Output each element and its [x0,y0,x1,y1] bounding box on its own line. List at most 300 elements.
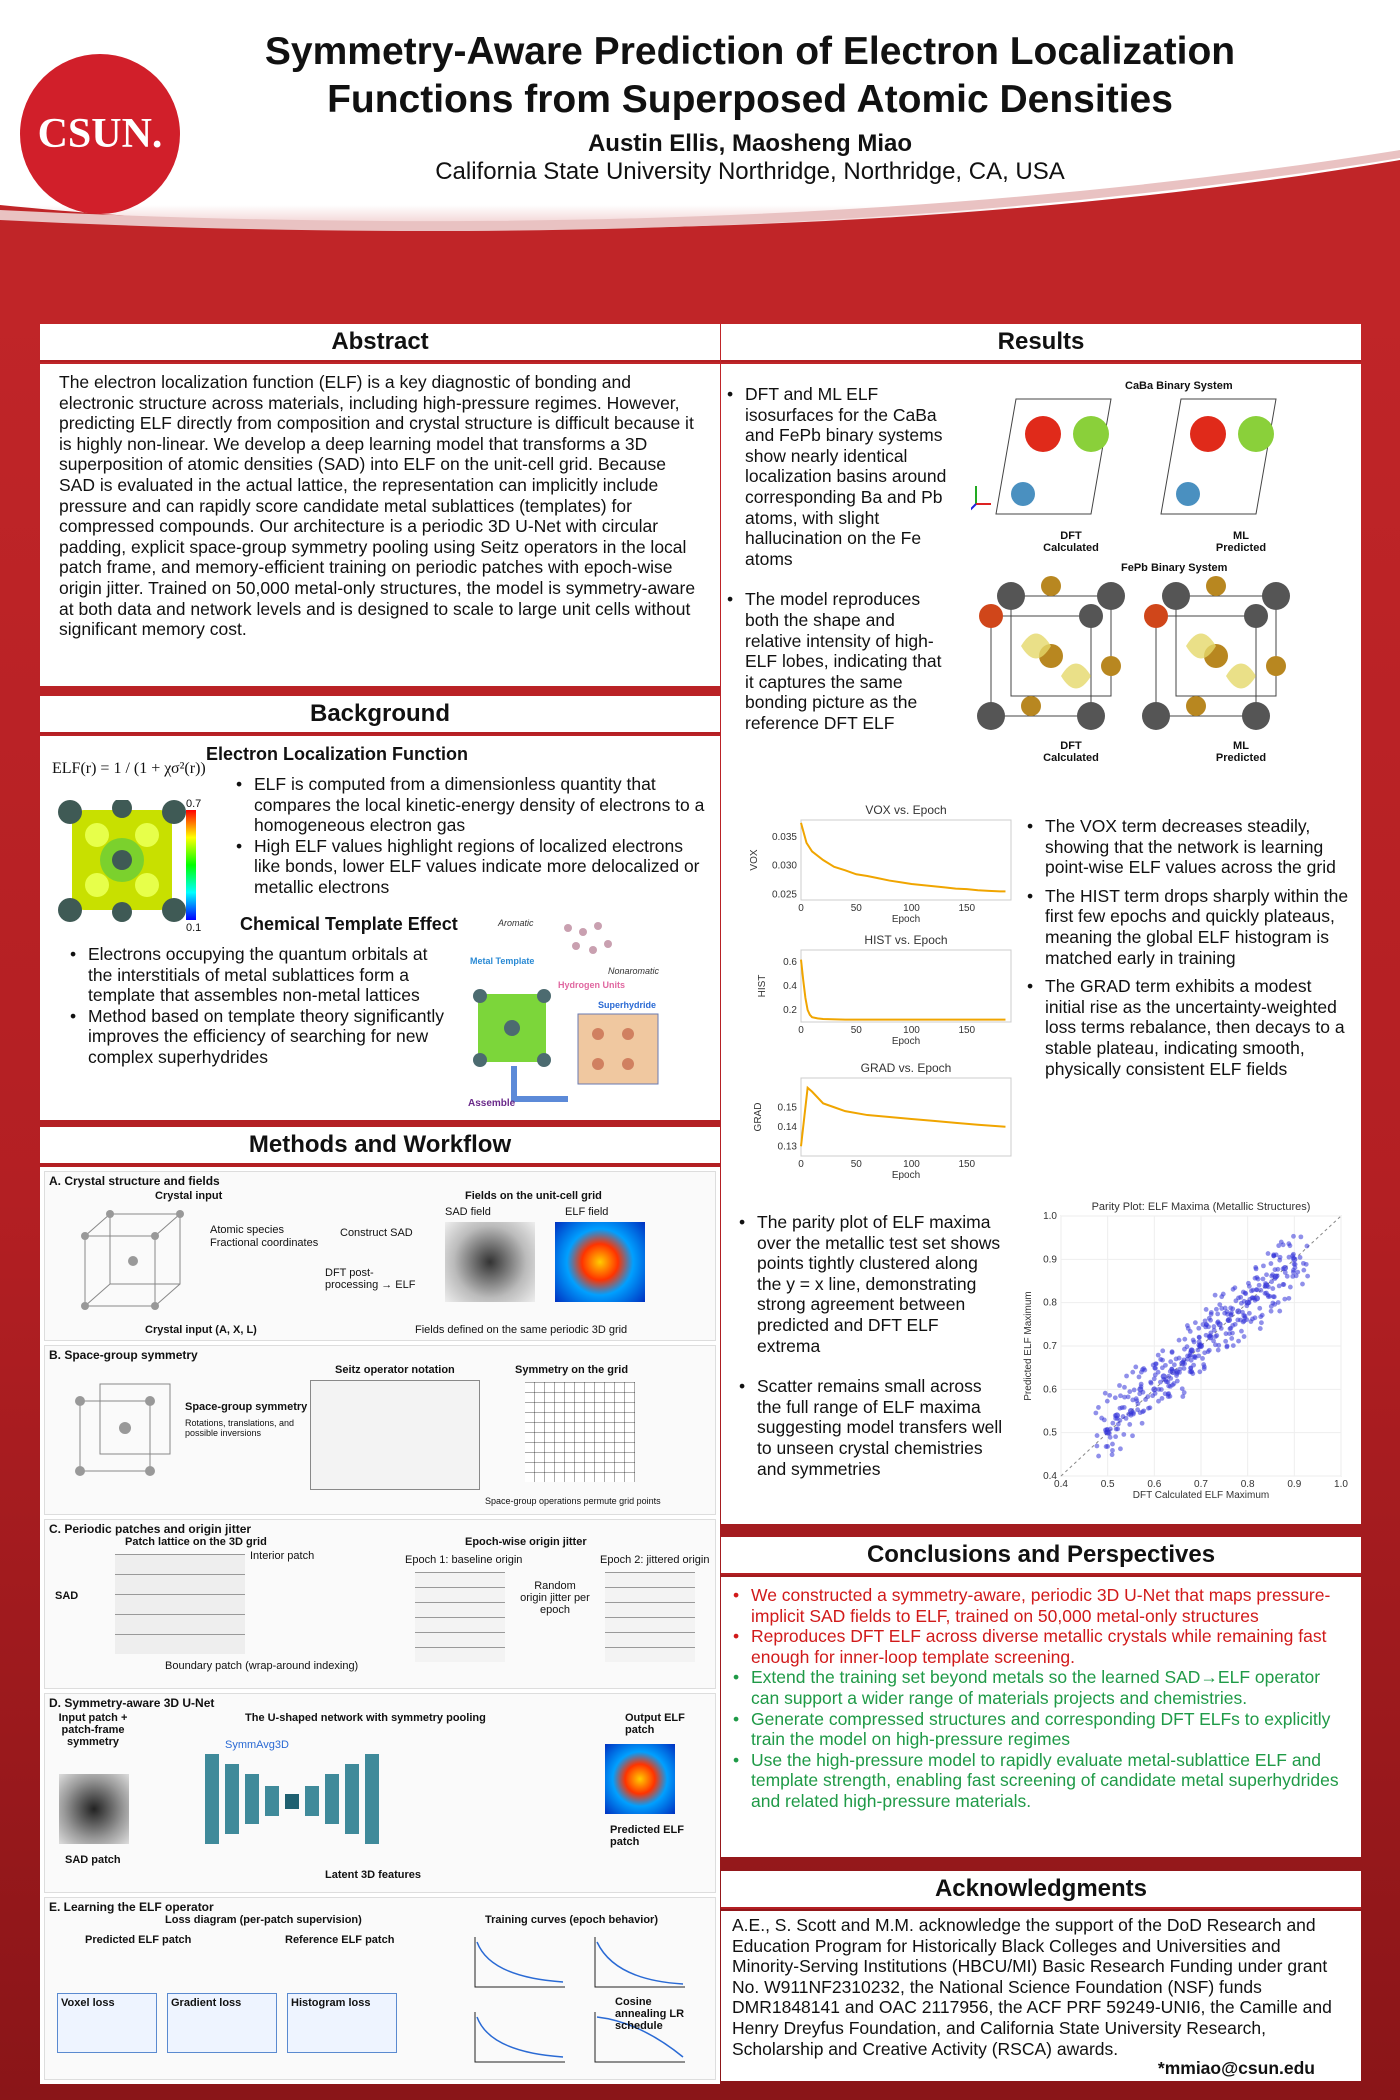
scatter-point [1214,1307,1219,1312]
scatter-point [1164,1379,1169,1384]
chart-title: Parity Plot: ELF Maxima (Metallic Structures) [1091,1201,1311,1213]
scatter-point [1096,1405,1101,1410]
panel-d-note: SAD patch [65,1854,121,1866]
methods-section [40,1167,720,2084]
fepb-isosurface-figure [971,576,1341,736]
panel-e-note: Loss diagram (per-patch supervision) [165,1914,362,1926]
scatter-point [1238,1295,1243,1300]
affiliation: California State University Northridge, Northridge, CA, USA [435,158,1065,185]
abstract-text: The electron localization function (ELF) is a key diagnostic of bonding and electronic structure across materials, including high-pressure regimes. However, predicting ELF directly from composition and crystal structure is difficult because it is highly non-linear. We develop a deep learning model that transforms a 3D superposition of atomic densities (SAD) into ELF on the unit-cell grid. Because SAD is evaluated in the actual lattice, the representation can implicitly include pressure and can rapidly score candidate metal sublattices (templates) for compressed compounds. Our architecture is a periodic 3D U-Net with circular padding, explicit space-group symmetry pooling using Seitz operators in the local patch frame, and memory-efficient training on periodic patches with epoch-wise origin jitter. Trained on 50,000 metal-only structures, the model is symmetry-aware at both data and network levels and is designed to scale to large unit cells without significant memory cost. [59,372,696,640]
panel-e-note: Reference ELF patch [285,1934,395,1946]
scatter-point [1182,1361,1187,1366]
scatter-point [1204,1307,1209,1312]
panel-a-note: Crystal input (A, X, L) [145,1324,257,1336]
scatter-point [1228,1326,1233,1331]
scatter-point [1113,1434,1118,1439]
x-tick-label: 0.4 [1054,1479,1068,1490]
scatter-point [1243,1291,1248,1296]
y-tick-label: 0.14 [777,1121,797,1133]
scatter-point [1189,1348,1194,1353]
panel-b-note: Rotations, translations, and possible inversions [185,1418,295,1438]
chart-title: HIST vs. Epoch [864,933,948,947]
panel-b-note: Seitz operator notation [335,1364,455,1376]
conclusion-item: • Generate compressed structures and corresponding DFT ELFs to explicitly train the model on high-pressure regimes [727,1709,1347,1750]
scatter-point [1276,1300,1281,1305]
scatter-point [1159,1387,1164,1392]
crystal-lattice-figure [65,1206,195,1316]
methods-panel-a [44,1171,716,1341]
caba-ml-label: ML Predicted [1215,530,1267,554]
fepb-dft-label: DFT Calculated [1043,740,1099,764]
template-effect-figure [458,914,698,1114]
fig-metal-template: Metal Template [470,956,535,966]
scatter-point [1288,1243,1293,1248]
scatter-point [1258,1326,1263,1331]
curve-bullet: • The GRAD term exhibits a modest initial rise as the uncertainty-weighted loss terms rebalance, then decays to a stable plateau, indicating smooth, physically consistent ELF fields [1021,976,1351,1079]
scatter-point [1127,1422,1132,1427]
scatter-point [1305,1274,1310,1279]
x-tick-label: 0 [798,1159,804,1170]
panel-d-note: The U-shaped network with symmetry pooling [245,1712,486,1724]
panel-b-note: Symmetry on the grid [515,1364,629,1376]
epoch1-grid [415,1572,505,1662]
panel-c-note: Epoch 2: jittered origin [600,1554,710,1566]
panel-a-label: A. Crystal structure and fields [49,1174,220,1188]
results-heading: Results [721,324,1361,362]
scatter-point [1137,1391,1142,1396]
panel-a-note: Atomic species Fractional coordinates [210,1224,319,1249]
scatter-point [1188,1353,1193,1358]
scatter-point [1096,1454,1101,1459]
scatter-point [1127,1389,1132,1394]
scatter-point [1277,1309,1282,1314]
scatter-point [1266,1251,1271,1256]
conclusion-item: • Reproduces DFT ELF across diverse metallic crystals while remaining fast enough for inner-loop template screening. [727,1626,1347,1667]
scatter-point [1244,1303,1249,1308]
fig-aromatic: Aromatic [498,918,534,928]
scatter-point [1269,1261,1274,1266]
x-axis-label: Epoch [891,1170,921,1181]
scatter-point [1251,1288,1256,1293]
scatter-point [1269,1309,1274,1314]
fig-hydrogen-units: Hydrogen Units [558,980,626,990]
scatter-point [1188,1329,1193,1334]
scatter-point [1126,1394,1131,1399]
scatter-point [1215,1320,1220,1325]
scatter-point [1185,1344,1190,1349]
scatter-point [1223,1306,1228,1311]
y-tick-label: 0.2 [783,1005,797,1016]
panel-c-note: SAD [55,1590,79,1602]
scatter-point [1180,1394,1185,1399]
y-tick-label: 0.4 [783,981,797,992]
x-tick-label: 0.9 [1287,1479,1302,1490]
x-tick-label: 150 [958,903,976,914]
y-axis-label: Predicted ELF Maximum [1023,1291,1034,1401]
x-tick-label: 0.6 [1147,1479,1162,1490]
output-elf-cube [605,1744,675,1814]
elf-subtitle: Electron Localization Function [206,744,469,764]
scatter-point [1292,1262,1297,1267]
scatter-point [1197,1344,1202,1349]
template-subtitle: Chemical Template Effect [240,914,458,934]
scatter-point [1122,1385,1127,1390]
isosurface-bullet: • The model reproduces both the shape and relative intensity of high-ELF lobes, indicating that it captures the same bonding picture as the reference DFT ELF [721,589,951,733]
scatter-point [1168,1359,1173,1364]
scatter-point [1248,1297,1253,1302]
scatter-point [1209,1310,1214,1315]
fepb-ml-label: ML Predicted [1215,740,1267,764]
scatter-point [1095,1444,1100,1449]
scatter-point [1298,1255,1303,1260]
y-tick-label: 0.13 [777,1141,797,1153]
scatter-point [1285,1274,1290,1279]
scatter-point [1177,1356,1182,1361]
poster-title: Symmetry-Aware Prediction of Electron Localization Functions from Superposed Atomic Densities [264,30,1236,121]
scatter-point [1202,1366,1207,1371]
scatter-point [1259,1320,1264,1325]
voxel-loss-box: Voxel loss [57,1993,157,2053]
scatter-point [1301,1268,1306,1273]
y-tick-label: 0.8 [1043,1297,1057,1309]
x-tick-label: 50 [850,1159,862,1170]
scatter-point [1257,1283,1262,1288]
scatter-point [1168,1376,1173,1381]
scatter-point [1143,1397,1148,1402]
panel-c-note: Epoch-wise origin jitter [465,1536,587,1548]
panel-a-note: DFT post-processing → ELF [325,1267,416,1291]
panel-c-note: Interior patch [250,1550,315,1562]
scatter-point [1108,1427,1113,1432]
scatter-point [1270,1301,1275,1306]
y-tick-label: 0.7 [1043,1341,1057,1352]
scatter-point [1153,1391,1158,1396]
scatter-point [1108,1435,1113,1440]
scatter-point [1274,1252,1279,1257]
template-bullet: • Method based on template theory significantly improves the efficiency of searching for new complex superhydrides [64,1006,452,1068]
x-axis-label: Epoch [891,914,921,925]
scatter-point [1212,1328,1217,1333]
x-tick-label: 50 [850,903,862,914]
scatter-point [1121,1414,1126,1419]
scatter-point [1201,1362,1206,1367]
panel-c-note: Random origin jitter per epoch [520,1580,590,1616]
scatter-point [1253,1298,1258,1303]
chart-title: VOX vs. Epoch [865,803,947,817]
elf-formula: ELF(r) = 1 / (1 + χσ²(r)) [52,760,206,777]
elf-bullet: • High ELF values highlight regions of localized electrons like bonds, lower ELF values indicate more delocalized or metallic electrons [230,836,710,898]
colorbar-min: 0.1 [186,922,202,934]
scatter-point [1160,1358,1165,1363]
x-tick-label: 0.7 [1194,1479,1208,1490]
methods-panel-e [44,1897,716,2080]
panel-b-note: Space-group symmetry [185,1401,308,1413]
scatter-point [1229,1336,1234,1341]
isosurface-bullet: • DFT and ML ELF isosurfaces for the CaBa and FePb binary systems show nearly identical localization basins around corresponding Ba and Pb atoms, with slight hallucination on the Fe atoms [721,384,951,569]
gradient-loss-box: Gradient loss [167,1993,277,2053]
scatter-point [1154,1361,1159,1366]
parity-bullet: • Scatter remains small across the full range of ELF maxima suggesting model transfers well to unseen crystal chemistries and symmetries [733,1376,1003,1479]
scatter-point [1102,1417,1107,1422]
panel-a-note: ELF field [565,1206,609,1218]
scatter-point [1213,1334,1218,1339]
scatter-point [1305,1244,1310,1249]
scatter-point [1118,1393,1123,1398]
scatter-point [1197,1369,1202,1374]
scatter-point [1163,1363,1168,1368]
scatter-point [1206,1349,1211,1354]
scatter-point [1103,1391,1108,1396]
y-axis-label: VOX [749,849,760,871]
scatter-point [1095,1433,1100,1438]
panel-a-note: SAD field [445,1206,491,1218]
scatter-point [1277,1283,1282,1288]
curve-bullet: • The HIST term drops sharply within the first few epochs and quickly plateaus, meaning the global ELF histogram is matched early in training [1021,886,1351,968]
scatter-point [1288,1285,1293,1290]
abstract-heading: Abstract [40,324,720,362]
scatter-point [1261,1277,1266,1282]
scatter-point [1115,1416,1120,1421]
panel-d-note: Input patch + patch-frame symmetry [58,1712,128,1748]
y-tick-label: 0.025 [771,889,797,901]
scatter-point [1230,1331,1235,1336]
x-axis-label: DFT Calculated ELF Maximum [1132,1490,1270,1501]
scatter-point [1133,1365,1138,1370]
scatter-point [1110,1452,1115,1457]
y-tick-label: 0.9 [1043,1254,1057,1266]
scatter-point [1264,1272,1269,1277]
csun-logo: CSUN. [20,54,180,214]
panel-a-note: Construct SAD [340,1227,413,1239]
scatter-point [1115,1427,1120,1432]
x-tick-label: 0.5 [1100,1479,1115,1490]
panel-a-note: Fields on the unit-cell grid [465,1190,602,1202]
fig-nonaromatic: Nonaromatic [608,966,660,976]
conclusion-item: • Use the high-pressure model to rapidly evaluate metal-sublattice ELF and template strength, enabling fast screening of candidate metal superhydrides and related high-pressure materials. [727,1750,1347,1812]
scatter-point [1271,1294,1276,1299]
acknowledgments-text: A.E., S. Scott and M.M. acknowledge the support of the DoD Research and Education Program for Historically Black Colleges and Universities and Minority-Serving Institutions (HBCU/MI) Basic Research Funding under grant No. W911NF2310232, the National Science Foundation (NSF) funds DMR1848141 and OAC 2117956, the ACF PRF 59249-UNI6, the Camille and Henry Dreyfus Foundation, and California State University Research, Scholarship and Creative Activity (RSCA) awards. [732,1915,1332,2059]
histogram-loss-box: Histogram loss [287,1993,397,2053]
template-bullets [64,944,452,1068]
hist-chart [731,932,1021,1052]
scatter-point [1254,1266,1259,1271]
background-section [40,736,720,1120]
seitz-matrix-box [310,1380,480,1490]
scatter-point [1216,1348,1221,1353]
scatter-point [1093,1411,1098,1416]
scatter-point [1132,1388,1137,1393]
panel-b-note: Space-group operations permute grid points [485,1496,661,1506]
acknowledgments-section [721,1911,1361,2081]
background-heading: Background [40,696,720,734]
scatter-point [1228,1306,1233,1311]
scatter-point [1291,1268,1296,1273]
conclusion-item: • Extend the training set beyond metals so the learned SAD→ELF operator can support a wider range of materials projects and chemistries. [727,1667,1347,1708]
methods-panel-d [44,1693,716,1893]
scatter-point [1279,1240,1284,1245]
scatter-point [1177,1338,1182,1343]
scatter-point [1141,1366,1146,1371]
scatter-point [1226,1318,1231,1323]
scatter-point [1172,1362,1177,1367]
panel-d-note: Predicted ELF patch [610,1824,684,1848]
panel-d-label: D. Symmetry-aware 3D U-Net [49,1696,215,1710]
x-tick-label: 50 [850,1025,862,1036]
scatter-point [1156,1353,1161,1358]
scatter-point [1282,1297,1287,1302]
panel-d-note: Output ELF patch [625,1712,685,1736]
epoch2-grid [605,1572,695,1662]
scatter-point [1139,1382,1144,1387]
authors: Austin Ellis, Maosheng Miao [587,130,913,157]
panel-c-note: Patch lattice on the 3D grid [125,1536,267,1548]
scatter-point [1196,1326,1201,1331]
contact-email[interactable]: *mmiao@csun.edu [1157,2058,1315,2079]
y-tick-label: 0.030 [771,860,797,872]
panel-a-note: Crystal input [155,1190,223,1202]
acknowledgments-heading: Acknowledgments [721,1871,1361,1909]
scatter-point [1185,1357,1190,1362]
symmetry-grid [525,1382,635,1482]
scatter-point [1148,1380,1153,1385]
fig-superhydride: Superhydride [598,1000,657,1010]
scatter-point [1221,1292,1226,1297]
scatter-point [1121,1432,1126,1437]
scatter-point [1104,1444,1109,1449]
plot-area [801,1078,1011,1156]
scatter-point [1140,1421,1145,1426]
scatter-point [1257,1306,1262,1311]
scatter-point [1258,1314,1263,1319]
scatter-point [1273,1276,1278,1281]
scatter-point [1110,1442,1115,1447]
scatter-point [1117,1383,1122,1388]
scatter-point [1290,1253,1295,1258]
scatter-point [1110,1421,1115,1426]
curve-bullets [1021,816,1351,1079]
elf-field-cube [555,1222,645,1302]
y-tick-label: 0.4 [1043,1471,1057,1482]
scatter-point [1225,1344,1230,1349]
plot-area [801,950,1011,1022]
scatter-point [1185,1323,1190,1328]
fig-assemble: Assemble [468,1098,516,1109]
scatter-point [1281,1282,1286,1287]
scatter-point [1169,1367,1174,1372]
panel-a-note: Fields defined on the same periodic 3D grid [415,1324,628,1336]
scatter-point [1137,1375,1142,1380]
parity-bullet: • The parity plot of ELF maxima over the metallic test set shows points tightly clustered along the y = x line, demonstrating strong agreement between predicted and DFT ELF extrema [733,1212,1003,1356]
panel-b-label: B. Space-group symmetry [49,1348,198,1362]
elf-isosurface-figure [52,800,202,930]
scatter-point [1286,1296,1291,1301]
scatter-point [1291,1234,1296,1239]
scatter-point [1298,1234,1303,1239]
chart-title: GRAD vs. Epoch [860,1061,952,1075]
scatter-point [1124,1374,1129,1379]
scatter-point [1170,1350,1175,1355]
y-tick-label: 0.6 [1043,1384,1057,1396]
scatter-point [1204,1322,1209,1327]
y-tick-label: 1.0 [1043,1211,1057,1222]
scatter-point [1233,1322,1238,1327]
caba-title: CaBa Binary System [1125,380,1233,392]
scatter-point [1261,1263,1266,1268]
panel-e-note: Cosine annealing LR schedule [615,1996,685,2032]
panel-e-label: E. Learning the ELF operator [49,1900,214,1914]
scatter-point [1175,1379,1180,1384]
methods-panel-b [44,1345,716,1515]
scatter-point [1140,1409,1145,1414]
symmetry-cube-figure [65,1376,175,1486]
scatter-point [1197,1339,1202,1344]
y-tick-label: 0.5 [1043,1427,1057,1439]
scatter-point [1192,1340,1197,1345]
panel-d-note: SymmAvg3D [225,1739,289,1751]
scatter-point [1129,1413,1134,1418]
scatter-point [1196,1353,1201,1358]
scatter-point [1246,1281,1251,1286]
scatter-point [1197,1335,1202,1340]
x-tick-label: 150 [958,1025,976,1036]
scatter-point [1168,1394,1173,1399]
scatter-point [1219,1326,1224,1331]
panel-c-note: Epoch 1: baseline origin [405,1554,523,1566]
scatter-point [1258,1288,1263,1293]
scatter-point [1146,1406,1151,1411]
grad-chart [731,1058,1021,1184]
scatter-point [1242,1315,1247,1320]
methods-heading: Methods and Workflow [40,1127,720,1165]
conclusions-section [721,1577,1361,1857]
scatter-point [1275,1267,1280,1272]
scatter-point [1270,1286,1275,1291]
fepb-title: FePb Binary System [1121,562,1228,574]
conclusions-heading: Conclusions and Perspectives [721,1537,1361,1575]
scatter-point [1118,1446,1123,1451]
scatter-point [1153,1372,1158,1377]
scatter-point [1250,1316,1255,1321]
scatter-point [1247,1311,1252,1316]
scatter-point [1300,1282,1305,1287]
scatter-point [1134,1398,1139,1403]
scatter-point [1107,1393,1112,1398]
x-axis-label: Epoch [891,1036,921,1047]
x-tick-label: 100 [903,1025,920,1036]
parity-bullets [733,1212,1003,1479]
scatter-point [1213,1342,1218,1347]
patch-lattice [115,1554,245,1654]
x-tick-label: 1.0 [1334,1479,1348,1490]
scatter-point [1281,1266,1286,1271]
scatter-point [1130,1433,1135,1438]
scatter-point [1263,1284,1268,1289]
plot-area [801,820,1011,900]
y-tick-label: 0.15 [777,1102,797,1114]
panel-e-note: Predicted ELF patch [85,1934,192,1946]
scatter-point [1189,1369,1194,1374]
x-tick-label: 0.8 [1240,1479,1255,1490]
methods-panel-c [44,1519,716,1689]
scatter-point [1191,1363,1196,1368]
y-tick-label: 0.035 [771,832,797,844]
scatter-point [1231,1343,1236,1348]
panel-d-note: Latent 3D features [325,1869,421,1881]
caba-isosurface-figure [971,394,1341,534]
scatter-point [1152,1366,1157,1371]
x-tick-label: 0 [798,1025,804,1036]
scatter-point [1166,1384,1171,1389]
